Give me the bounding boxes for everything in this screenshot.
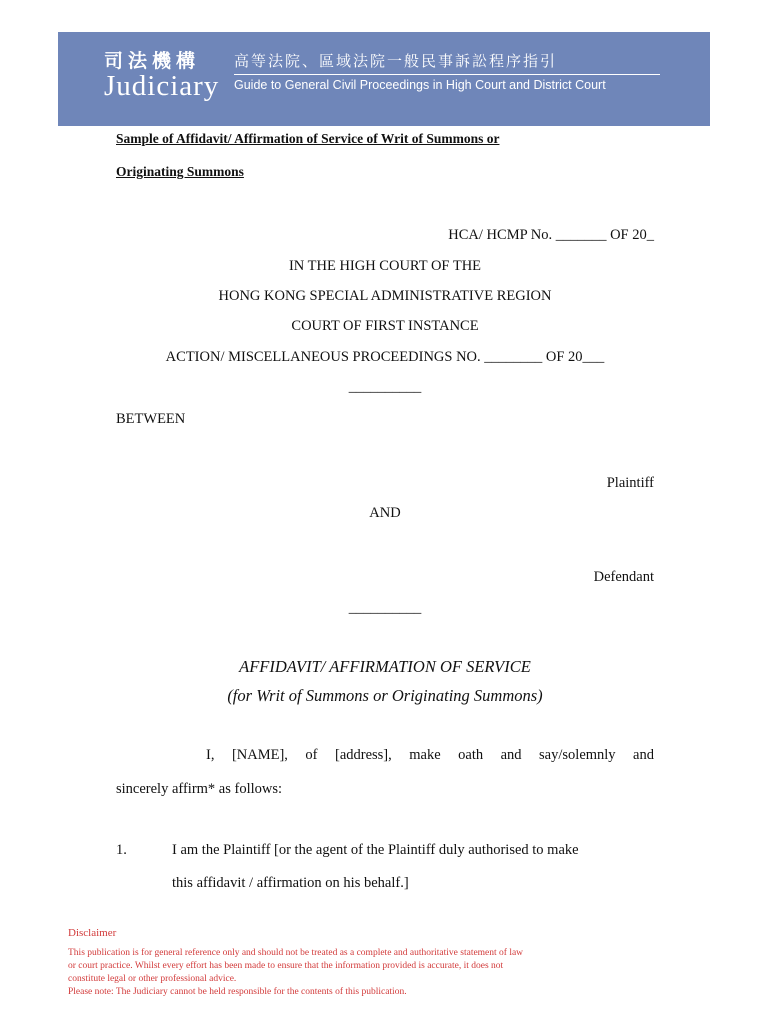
court-name-line2: HONG KONG SPECIAL ADMINISTRATIVE REGION: [218, 288, 552, 304]
plaintiff-label: Plaintiff: [606, 475, 654, 491]
sample-heading-line1: Sample of Affidavit/ Affirmation of Service of Writ of Summons or: [116, 131, 500, 146]
guide-title-chinese: 高等法院、區域法院一般民事訴訟程序指引: [234, 52, 558, 70]
separator-line: __________: [348, 600, 422, 616]
guide-title-english: Guide to General Civil Proceedings in High Court and District Court: [234, 78, 606, 92]
court-name-line3: COURT OF FIRST INSTANCE: [291, 318, 479, 334]
separator-line: __________: [348, 379, 422, 395]
header-banner: [58, 32, 710, 126]
disclaimer-line4: Please note: The Judiciary cannot be held responsible for the contents of this publication.: [68, 987, 407, 997]
item-1-text-line2: this affidavit / affirmation on his behalf.]: [172, 875, 409, 891]
between-label: BETWEEN: [116, 411, 186, 427]
sample-heading-line2: Originating Summons: [116, 164, 244, 179]
disclaimer-line1: This publication is for general reference only and should not be treated as a complete and authoritative statement of law: [68, 948, 524, 958]
and-label: AND: [369, 505, 401, 521]
item-1-text-line1: I am the Plaintiff [or the agent of the Plaintiff duly authorised to make: [172, 842, 579, 858]
item-1-number: 1.: [116, 842, 127, 858]
court-name-line1: IN THE HIGH COURT OF THE: [288, 258, 482, 274]
judiciary-logo-chinese: 司法機構: [104, 50, 201, 72]
intro-paragraph-line1: I, [NAME], of [address], make oath and say/solemnly and: [206, 747, 654, 763]
disclaimer-line3: constitute legal or other professional advice.: [68, 974, 237, 984]
judiciary-logo-english: Judiciary: [104, 70, 220, 102]
proceedings-number: ACTION/ MISCELLANEOUS PROCEEDINGS NO. ________ OF 20___: [165, 349, 605, 365]
intro-paragraph-line2: sincerely affirm* as follows:: [116, 781, 283, 797]
affidavit-title: AFFIDAVIT/ AFFIRMATION OF SERVICE: [239, 657, 531, 676]
defendant-label: Defendant: [593, 569, 654, 585]
affidavit-subtitle: (for Writ of Summons or Originating Summons): [227, 686, 543, 705]
disclaimer-line2: or court practice. Whilst every effort has been made to ensure that the information provided is accurate, it does not: [68, 961, 504, 971]
disclaimer-title: Disclaimer: [68, 927, 117, 939]
banner-divider: [234, 74, 660, 75]
case-number: HCA/ HCMP No. _______ OF 20_: [448, 227, 654, 243]
